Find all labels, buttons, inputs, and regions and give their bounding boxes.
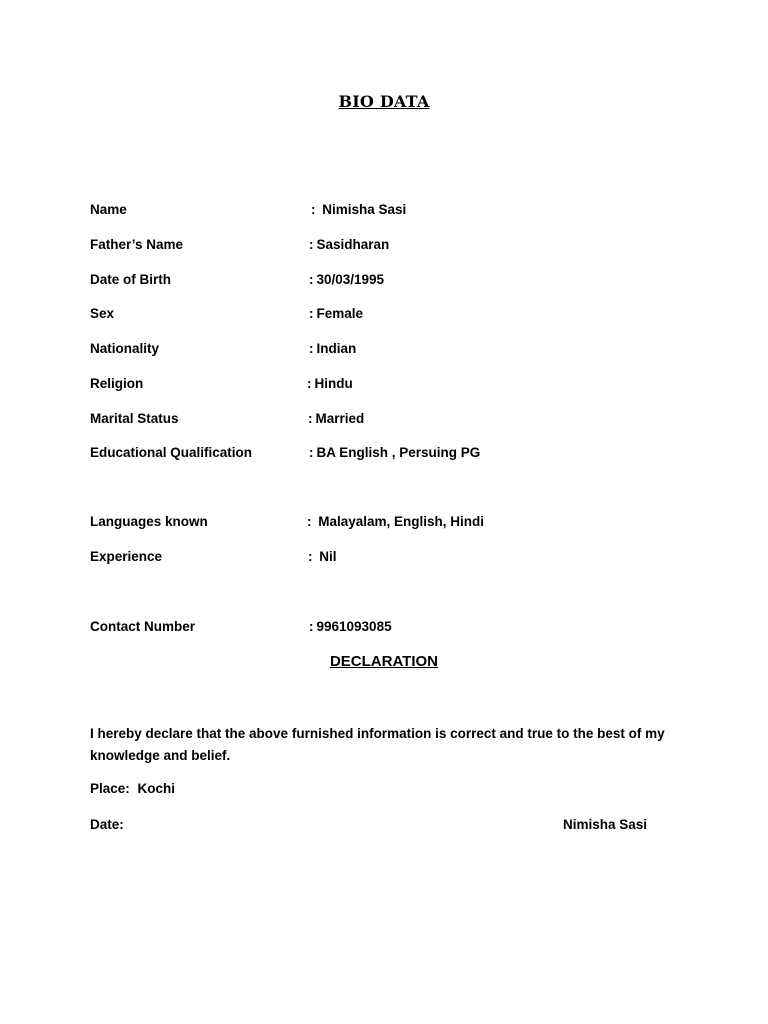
place-line — [90, 779, 175, 799]
field-value — [307, 374, 353, 394]
field-value — [309, 304, 363, 324]
field-value-text: Hindu — [314, 376, 353, 391]
date-label: Date: — [90, 817, 124, 832]
field-value-text: 9961093085 — [316, 619, 392, 634]
field-colon: : — [311, 202, 316, 217]
field-row-languages-known — [90, 512, 690, 532]
field-row-marital-status — [90, 409, 690, 429]
place-label: Place: — [90, 781, 130, 796]
field-row-fathers-name — [90, 235, 690, 255]
field-colon: : — [307, 376, 312, 391]
field-row-sex — [90, 304, 690, 324]
field-value-text: Nil — [315, 549, 337, 564]
field-value — [307, 512, 484, 532]
field-colon: : — [309, 341, 314, 356]
field-row-contact-number — [90, 617, 690, 637]
field-label: Languages known — [90, 514, 208, 529]
field-value-text: Sasidharan — [316, 237, 390, 252]
field-colon: : — [308, 411, 313, 426]
field-value — [309, 235, 389, 255]
field-value — [308, 547, 337, 567]
field-value — [309, 270, 384, 290]
field-label: Contact Number — [90, 619, 196, 634]
field-label: Nationality — [90, 341, 160, 356]
field-colon: : — [309, 272, 314, 287]
field-row-experience — [90, 547, 690, 567]
field-value-text: 30/03/1995 — [316, 272, 385, 287]
field-value — [308, 409, 364, 429]
field-label: Date of Birth — [90, 272, 171, 287]
signature-name: Nimisha Sasi — [563, 817, 648, 832]
field-value-text: BA English , Persuing PG — [316, 445, 481, 460]
field-colon: : — [308, 549, 313, 564]
field-value-text: Married — [315, 411, 365, 426]
field-row-nationality — [90, 339, 690, 359]
field-row-date-of-birth — [90, 270, 690, 290]
field-row-religion — [90, 374, 690, 394]
field-value-text: Indian — [316, 341, 357, 356]
field-label: Experience — [90, 549, 163, 564]
field-colon: : — [309, 445, 314, 460]
field-value — [311, 200, 406, 220]
field-value-text: Malayalam, English, Hindi — [314, 514, 485, 529]
field-label: Father’s Name — [90, 237, 184, 252]
field-label: Sex — [90, 306, 115, 321]
field-label: Educational Qualification — [90, 445, 253, 460]
field-label: Name — [90, 202, 127, 217]
field-value — [309, 617, 392, 637]
declaration-heading: DECLARATION — [329, 653, 439, 670]
place-value: Kochi — [137, 781, 176, 796]
declaration-text: I hereby declare that the above furnished information is correct and true to the best of my knowledge and belief. — [90, 726, 665, 763]
field-value-text: Nimisha Sasi — [318, 202, 407, 217]
field-colon: : — [309, 619, 314, 634]
field-colon: : — [309, 237, 314, 252]
page-title: BIO DATA — [338, 92, 430, 111]
field-colon: : — [309, 306, 314, 321]
field-value — [309, 443, 480, 463]
field-label: Marital Status — [90, 411, 179, 426]
field-row-educational-qualification — [90, 443, 690, 463]
field-label: Religion — [90, 376, 144, 391]
field-value — [309, 339, 356, 359]
field-colon: : — [307, 514, 312, 529]
field-value-text: Female — [316, 306, 364, 321]
field-row-name — [90, 200, 690, 220]
